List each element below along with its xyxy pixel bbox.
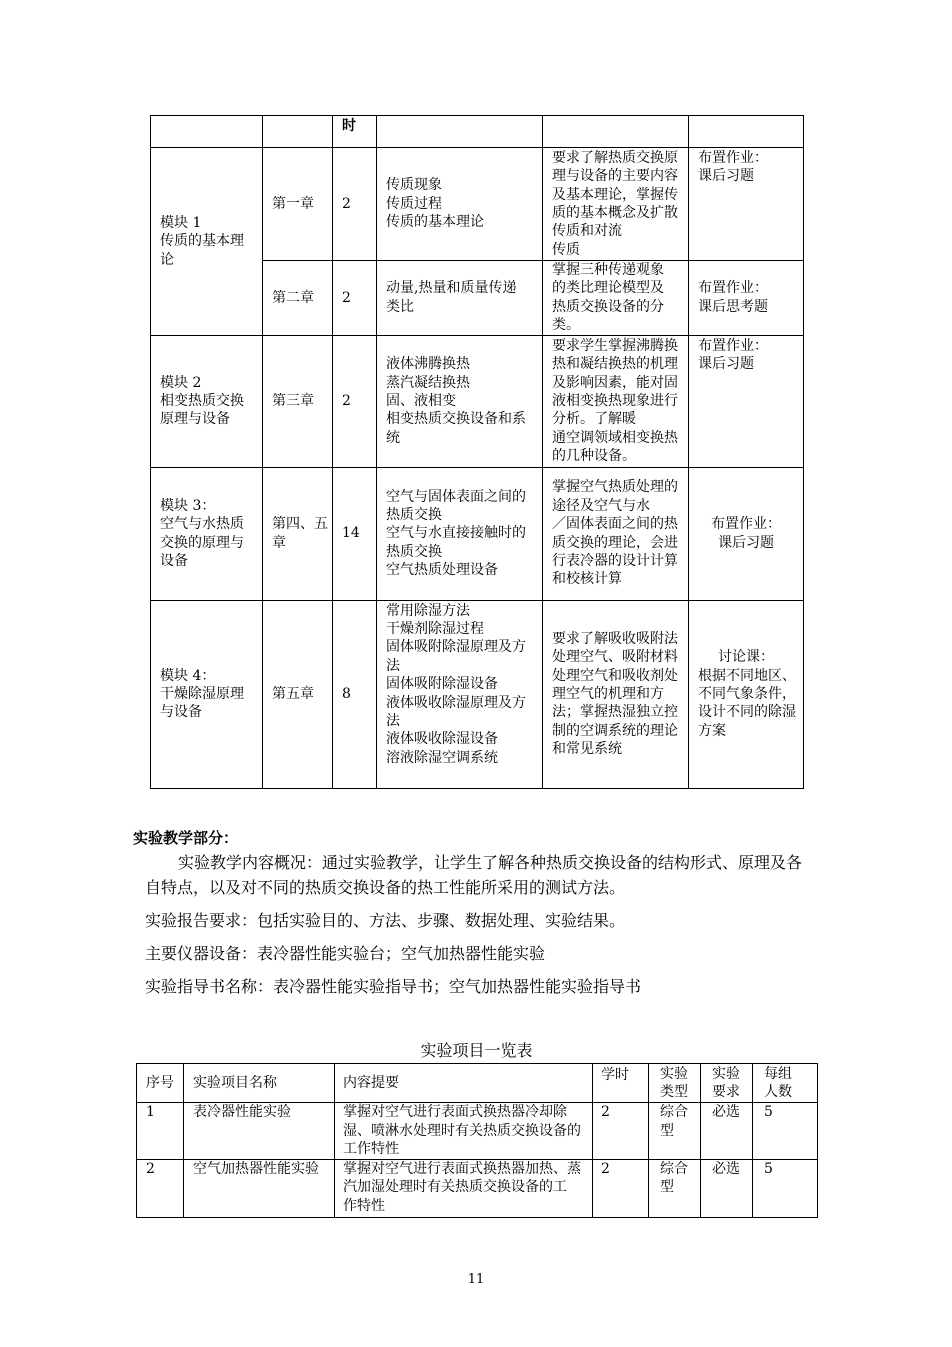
summary-cell (335, 1159, 593, 1217)
requirements-cell (543, 148, 689, 261)
content-line: 液体吸收除湿原理及方 (386, 694, 526, 711)
header-line: 实验 (712, 1065, 740, 1082)
requirements-line: 处理空气和吸收剂处 (552, 667, 678, 684)
content-line: 类比 (386, 298, 414, 315)
header-continuation-row (151, 116, 804, 148)
content-line: 热质交换 (386, 543, 442, 560)
header-group-size (753, 1064, 818, 1103)
chapter-line: 第三章 (272, 392, 314, 409)
module-line: 模块 3： (160, 497, 216, 514)
header-line: 实验项目名称 (193, 1074, 277, 1091)
content-line: 固体吸附除湿原理及方 (386, 639, 526, 656)
content-cell (377, 600, 543, 788)
assignment-line: 布置作业： (711, 516, 781, 533)
group-size-cell: 5 (753, 1103, 818, 1160)
content-line: 固、液相变 (386, 392, 456, 409)
requirements-line: 的类比理论模型及 (552, 280, 664, 297)
report-requirements: 实验报告要求：包括实验目的、方法、步骤、数据处理、实验结果。 (145, 911, 626, 930)
assignment-line: 根据不同地区、 (698, 667, 796, 684)
header-hours (593, 1064, 649, 1103)
module-row (151, 467, 804, 600)
summary-cell (335, 1103, 593, 1160)
assignment-cell (689, 148, 804, 261)
requirements-line: 理空气的机理和方 (552, 685, 664, 702)
summary-line: 汽加湿处理时有关热质交换设备的工 (343, 1179, 567, 1195)
summary-line: 掌握对空气进行表面式换热器冷却除 (343, 1104, 567, 1120)
module-cell (151, 600, 263, 788)
requirements-line: 理与设备的主要内容 (552, 168, 678, 185)
module-line: 与设备 (160, 704, 202, 721)
requirements-line: ／固体表面之间的热 (552, 516, 678, 533)
group-size-cell: 5 (753, 1159, 818, 1217)
module-line: 模块 1 (160, 214, 202, 231)
module-line: 传质的基本理 (160, 233, 244, 250)
header-summary (335, 1064, 593, 1103)
chapter-cell (263, 261, 333, 336)
module-row (151, 335, 804, 467)
chapter-line: 第四、五 (272, 516, 328, 533)
requirements-line: 处理空气、吸附材料 (552, 649, 678, 666)
chapter-cell (263, 335, 333, 467)
table-caption: 实验项目一览表 (420, 1041, 533, 1060)
assignment-line: 课后习题 (698, 356, 754, 373)
requirements-cell (543, 261, 689, 336)
content-cell (377, 335, 543, 467)
module-cell (151, 148, 263, 336)
requirements-line: 要求了解吸收吸附法 (552, 630, 678, 647)
requirements-line: 热质交换设备的分 (552, 298, 664, 315)
requirements-line: 传质和对流 (552, 223, 622, 240)
course-module-table (150, 115, 804, 789)
requirements-cell (543, 600, 689, 788)
requirements-line: 法；掌握热湿独立控 (552, 704, 678, 721)
content-line: 统 (386, 429, 400, 446)
guide-books: 实验指导书名称：表冷器性能实验指导书；空气加热器性能实验指导书 (145, 977, 642, 996)
header-row (137, 1064, 818, 1103)
content-cell (377, 467, 543, 600)
requirements-line: 要求了解热质交换原 (552, 149, 678, 166)
header-index (137, 1064, 184, 1103)
type-line: 综合 (660, 1104, 688, 1120)
content-line: 传质过程 (386, 195, 442, 212)
module-line: 交换的原理与 (160, 534, 244, 551)
content-line: 法 (386, 657, 400, 674)
requirements-line: 质交换的理论，会进 (552, 534, 678, 551)
requirements-line: 的几种设备。 (552, 448, 636, 465)
experiment-row (137, 1103, 818, 1160)
requirements-line: 液相变换热现象进行 (552, 392, 678, 409)
empty-cell (543, 116, 689, 148)
type-line: 综合 (660, 1160, 688, 1177)
header-line: 内容提要 (343, 1074, 399, 1091)
assignment-line: 不同气象条件， (698, 685, 796, 702)
requirements-line: 热和凝结换热的机理 (552, 356, 678, 373)
overview-paragraph (145, 850, 802, 900)
content-line: 空气与固体表面之间的 (386, 488, 526, 505)
assignment-cell (689, 335, 804, 467)
requirement-cell: 必选 (701, 1103, 753, 1160)
content-line: 溶液除湿空调系统 (386, 749, 498, 766)
content-cell (377, 261, 543, 336)
requirements-line: 途径及空气与水 (552, 497, 650, 514)
chapter-cell (263, 148, 333, 261)
assignment-line: 设计不同的除湿 (698, 704, 796, 721)
index-cell: 2 (137, 1159, 184, 1217)
content-line: 热质交换 (386, 507, 442, 524)
requirements-line: 掌握三种传递观象 (552, 262, 664, 278)
section-heading: 实验教学部分： (133, 829, 239, 847)
header-line: 要求 (712, 1084, 740, 1100)
requirements-cell (543, 467, 689, 600)
assignment-cell (689, 261, 804, 336)
requirements-line: 掌握空气热质处理的 (552, 479, 678, 496)
name-cell: 表冷器性能实验 (184, 1103, 335, 1160)
module-line: 设备 (160, 553, 188, 570)
assignment-line: 布置作业： (698, 280, 768, 297)
overview-line: 自特点，以及对不同的热质交换设备的热工性能所采用的测试方法。 (145, 878, 626, 897)
header-name (184, 1064, 335, 1103)
assignment-line: 课后习题 (698, 168, 754, 185)
requirements-line: 和校核计算 (552, 571, 622, 588)
content-line: 空气与水直接接触时的 (386, 525, 526, 542)
requirements-line: 分析。了解暖 (552, 411, 636, 428)
chapter-line: 章 (272, 534, 286, 551)
content-line: 动量,热量和质量传递 (386, 280, 517, 297)
page-number: 11 (467, 1272, 485, 1287)
chapter-cell (263, 467, 333, 600)
requirements-line: 质的基本概念及扩散 (552, 205, 678, 221)
hours-cell: 8 (333, 600, 377, 788)
assignment-line: 布置作业： (698, 337, 768, 354)
header-line: 人数 (764, 1084, 792, 1100)
module-line: 干燥除湿原理 (160, 685, 244, 702)
hours-header-tail: 时 (333, 116, 377, 148)
content-line: 蒸汽凝结换热 (386, 374, 470, 391)
requirement-cell: 必选 (701, 1159, 753, 1217)
requirements-line: 传质 (552, 241, 580, 258)
type-line: 型 (660, 1179, 674, 1195)
module-line: 模块 2 (160, 374, 202, 391)
module-line: 原理与设备 (160, 411, 230, 428)
requirements-cell (543, 335, 689, 467)
assignment-line: 课后习题 (718, 534, 774, 551)
summary-line: 作特性 (343, 1197, 385, 1214)
header-line: 序号 (146, 1074, 174, 1091)
content-line: 液体沸腾换热 (386, 356, 470, 373)
assignment-line: 方案 (698, 722, 726, 739)
module-line: 论 (160, 251, 174, 268)
hours-cell: 14 (333, 467, 377, 600)
summary-line: 湿、喷淋水处理时有关热质交换设备的 (343, 1122, 581, 1139)
requirements-line: 行表冷器的设计计算 (552, 553, 678, 570)
empty-cell (377, 116, 543, 148)
assignment-line: 讨论课： (718, 649, 774, 666)
module-row (151, 148, 804, 261)
chapter-line: 第一章 (272, 195, 314, 212)
content-line: 法 (386, 713, 400, 730)
header-requirement (701, 1064, 753, 1103)
module-line: 相变热质交换 (160, 392, 244, 409)
requirements-line: 制的空调系统的理论 (552, 722, 678, 739)
content-line: 相变热质交换设备和系 (386, 411, 526, 428)
content-line: 固体吸附除湿设备 (386, 676, 498, 693)
main-equipment: 主要仪器设备：表冷器性能实验台；空气加热器性能实验 (145, 944, 546, 963)
requirements-line: 及影响因素，能对固 (552, 374, 678, 391)
summary-line: 掌握对空气进行表面式换热器加热、蒸 (343, 1160, 581, 1177)
assignment-line: 布置作业： (698, 150, 768, 166)
name-cell: 空气加热器性能实验 (184, 1159, 335, 1217)
hours-cell: 2 (333, 148, 377, 261)
empty-cell (151, 116, 263, 148)
content-line: 传质的基本理论 (386, 214, 484, 231)
hours-cell: 2 (593, 1159, 649, 1217)
module-row (151, 600, 804, 788)
requirements-line: 及基本理论，掌握传 (552, 186, 678, 203)
type-cell (649, 1103, 701, 1160)
type-line: 型 (660, 1122, 674, 1139)
content-line: 空气热质处理设备 (386, 562, 498, 579)
header-type (649, 1064, 701, 1103)
assignment-line: 课后思考题 (698, 298, 768, 315)
requirements-line: 和常见系统 (552, 741, 622, 758)
chapter-line: 第五章 (272, 685, 314, 702)
content-line: 液体吸收除湿设备 (386, 731, 498, 748)
experiment-project-table (136, 1063, 818, 1218)
summary-line: 工作特性 (343, 1141, 399, 1157)
hours-cell: 2 (333, 261, 377, 336)
hours-cell: 2 (333, 335, 377, 467)
experiment-row (137, 1159, 818, 1217)
module-cell (151, 467, 263, 600)
header-line: 学时 (601, 1067, 629, 1083)
content-line: 常用除湿方法 (386, 602, 470, 619)
type-cell (649, 1159, 701, 1217)
header-line: 每组 (764, 1065, 792, 1082)
content-line: 传质现象 (386, 177, 442, 194)
requirements-line: 通空调领域相变换热 (552, 429, 678, 446)
header-line: 类型 (660, 1084, 688, 1100)
empty-cell (263, 116, 333, 148)
hours-cell: 2 (593, 1103, 649, 1160)
empty-cell (689, 116, 804, 148)
module-line: 空气与水热质 (160, 516, 244, 533)
content-cell (377, 148, 543, 261)
overview-line: 实验教学内容概况：通过实验教学，让学生了解各种热质交换设备的结构形式、原理及各 (178, 853, 803, 872)
index-cell: 1 (137, 1103, 184, 1160)
chapter-line: 第二章 (272, 289, 314, 306)
requirements-line: 类。 (552, 317, 580, 334)
assignment-cell (689, 467, 804, 600)
content-line: 干燥剂除湿过程 (386, 621, 484, 638)
chapter-cell (263, 600, 333, 788)
requirements-line: 要求学生掌握沸腾换 (552, 337, 678, 354)
module-cell (151, 335, 263, 467)
header-line: 实验 (660, 1065, 688, 1082)
assignment-cell (689, 600, 804, 788)
module-line: 模块 4： (160, 667, 216, 684)
